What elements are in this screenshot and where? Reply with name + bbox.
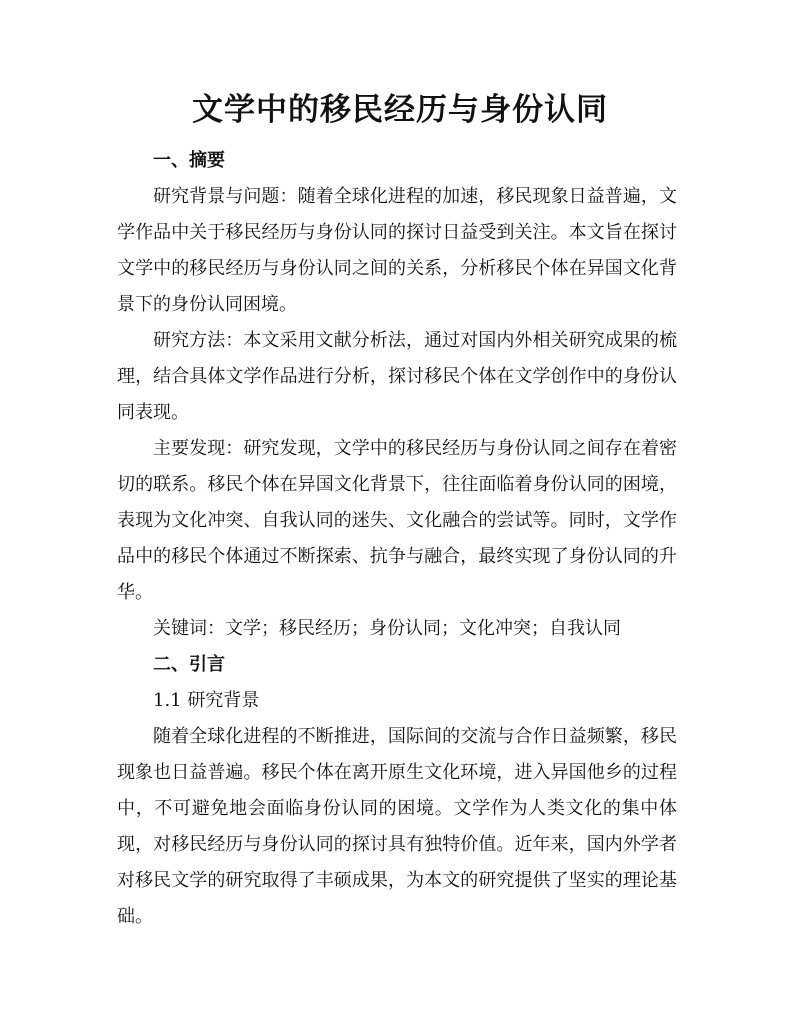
findings-paragraph: 主要发现：研究发现，文学中的移民经历与身份认同之间存在着密切的联系。移民个体在异国文化背景下，往往面临着身份认同的困境，表现为文化冲突、自我认同的迷失、文化融合的尝试等。同时，文学作品中的移民个体通过不断探索、抗争与融合，最终实现了身份认同的升华。 <box>117 438 677 603</box>
intro-subheading: 1.1 研究背景 <box>153 690 260 711</box>
document-title: 文学中的移民经历与身份认同 <box>192 92 608 128</box>
intro-paragraph: 随着全球化进程的不断推进，国际间的交流与合作日益频繁，移民现象也日益普遍。移民个体在离开原生文化环境，进入异国他乡的过程中，不可避免地会面临身份认同的困境。文学作为人类文化的集中体现，对移民经历与身份认同的探讨具有独特价值。近年来，国内外学者对移民文学的研究取得了丰硕成果，为本文的研究提供了坚实的理论基础。 <box>117 726 677 927</box>
background-paragraph: 研究背景与问题：随着全球化进程的加速，移民现象日益普遍，文学作品中关于移民经历与身份认同的探讨日益受到关注。本文旨在探讨文学中的移民经历与身份认同之间的关系，分析移民个体在异国文化背景下的身份认同困境。 <box>117 186 677 315</box>
abstract-heading: 一、摘要 <box>153 150 225 171</box>
keywords-line: 关键词：文学；移民经历；身份认同；文化冲突；自我认同 <box>153 618 621 639</box>
intro-heading: 二、引言 <box>153 654 225 675</box>
method-paragraph: 研究方法：本文采用文献分析法，通过对国内外相关研究成果的梳理，结合具体文学作品进行分析，探讨移民个体在文学创作中的身份认同表现。 <box>117 330 677 423</box>
document-body <box>117 143 677 935</box>
